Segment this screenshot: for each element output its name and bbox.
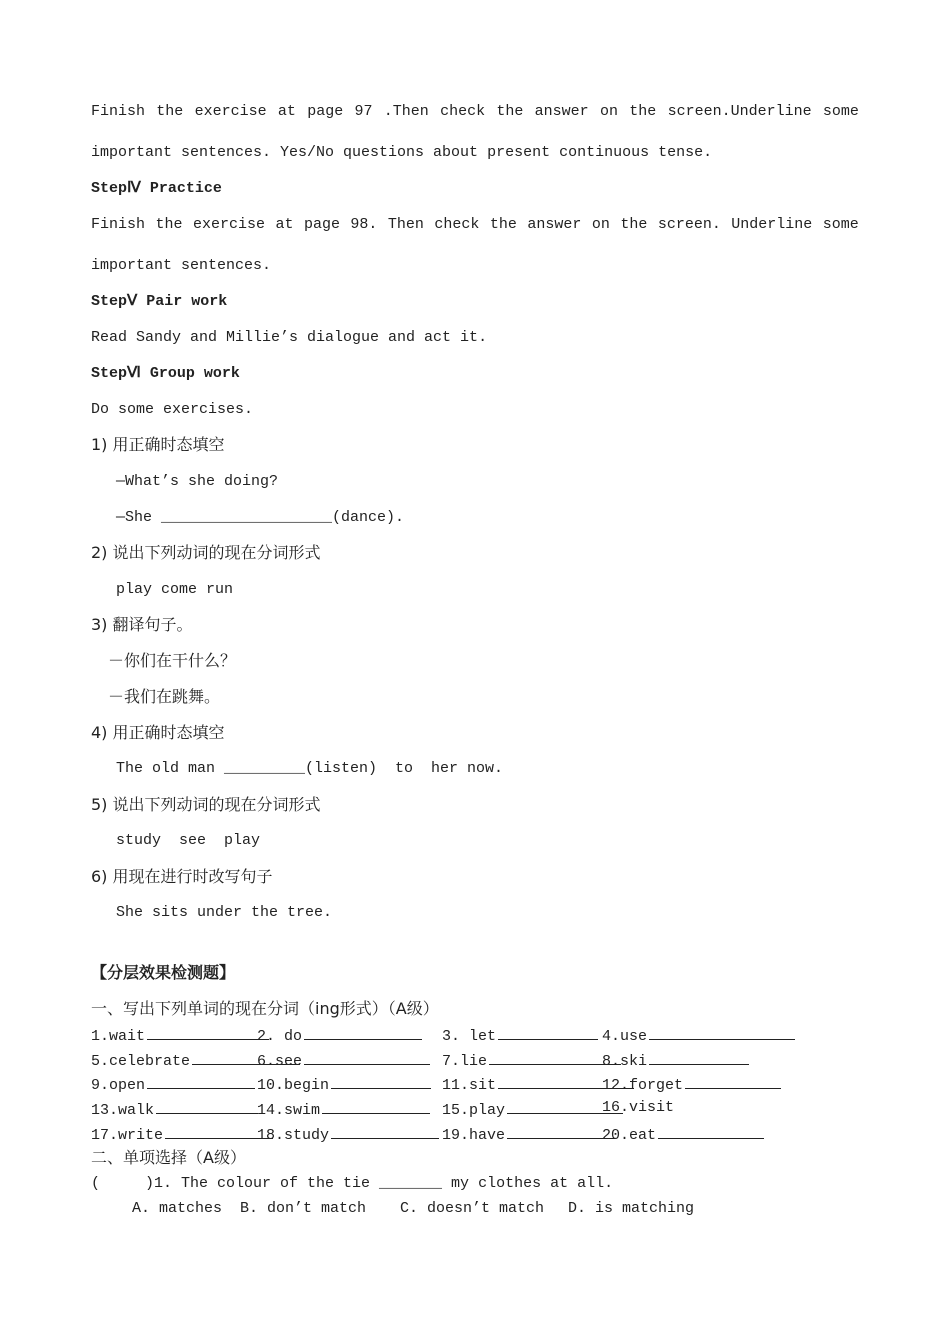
step3-line1-word: page: [307, 103, 344, 120]
word-item: [442, 1099, 623, 1119]
word-item-label: 10.begin: [257, 1077, 330, 1095]
exercise-1-answer: [116, 508, 404, 528]
word-item-label: 17.write: [91, 1126, 164, 1144]
step3-line1: [91, 102, 859, 122]
word-item: [257, 1099, 430, 1119]
exercise-5-words: study see play: [116, 832, 261, 849]
exercise-4-title: 4) 用正确时态填空: [91, 723, 225, 742]
answer-blank[interactable]: [304, 1050, 430, 1065]
step4-line1-word: Underline: [731, 216, 813, 233]
question-1: ( )1. The colour of the tie _______ my clothes at all.: [91, 1175, 614, 1192]
word-item-label: 1.wait: [91, 1028, 146, 1045]
step4-line1-word: Finish: [91, 216, 146, 233]
word-grid-row: [91, 1025, 771, 1045]
exercise-2-words: play come run: [116, 581, 234, 598]
step3-line1-word: some: [822, 103, 859, 120]
word-item: [257, 1074, 431, 1094]
word-item-label: 5.celebrate: [91, 1052, 191, 1070]
exercise-5-title: 5) 说出下列动词的现在分词形式: [91, 795, 321, 814]
step3-line1-word: at: [277, 103, 296, 120]
answer-blank[interactable]: [649, 1025, 795, 1040]
step3-line1-word: the: [156, 103, 184, 120]
answer-blank[interactable]: [685, 1074, 781, 1089]
answer-blank[interactable]: [147, 1074, 255, 1089]
word-item: [91, 1124, 273, 1144]
step4-line1-word: 98.: [350, 216, 378, 233]
word-item-label: 3. let: [442, 1028, 497, 1045]
step4-line1-word: Then: [387, 216, 424, 233]
word-item-label: 6.see: [257, 1052, 303, 1070]
step3-line1-word: the: [496, 103, 524, 120]
answer-blank[interactable]: [649, 1050, 749, 1065]
answer-blank[interactable]: [304, 1025, 422, 1040]
exercise-2-title: 2) 说出下列动词的现在分词形式: [91, 543, 321, 562]
exercise-1-title: 1) 用正确时态填空: [91, 435, 225, 454]
word-item: [602, 1025, 795, 1045]
step6-heading: StepⅥ Group work: [91, 365, 240, 382]
question-1-option: B. don’t match: [240, 1200, 367, 1217]
word-item-label: 11.sit: [442, 1077, 497, 1095]
step3-line1-word: the: [629, 103, 657, 120]
word-grid-row: [91, 1074, 771, 1094]
step4-line1-word: screen.: [657, 216, 721, 233]
step3-line1-word: Finish: [91, 103, 146, 120]
word-item-label: 14.swim: [257, 1102, 321, 1120]
word-item: [91, 1099, 258, 1119]
answer-blank[interactable]: [331, 1124, 439, 1139]
word-item: [442, 1050, 621, 1070]
word-item: [602, 1050, 749, 1070]
step4-heading: StepⅣ Practice: [91, 180, 222, 197]
step3-line1-word: on: [599, 103, 618, 120]
step5-text: Read Sandy and Millie’s dialogue and act it.: [91, 329, 488, 346]
word-item: [602, 1074, 781, 1094]
step4-line1-word: check: [434, 216, 480, 233]
exercise-3-sentence-2: －我们在跳舞。: [108, 687, 221, 706]
test-part1-title: 一、写出下列单词的现在分词（ing形式）（A级）: [91, 999, 439, 1018]
word-item-label: 16.visit: [602, 1099, 675, 1117]
answer-blank[interactable]: [658, 1124, 764, 1139]
step3-line1-word: answer: [534, 103, 589, 120]
word-grid-row: [91, 1124, 771, 1144]
exercise-6-text: She sits under the tree.: [116, 904, 333, 921]
step3-line1-word: .Then: [383, 103, 429, 120]
step4-line1-word: on: [591, 216, 610, 233]
word-item-label: 7.lie: [442, 1052, 488, 1070]
exercise-3-title: 3) 翻译句子。: [91, 615, 193, 634]
exercise-1-answer-blank: ___________________: [161, 509, 333, 526]
step4-line1-word: answer: [527, 216, 582, 233]
step5-heading: StepⅤ Pair work: [91, 293, 228, 310]
step4-line1-word: at: [275, 216, 294, 233]
question-1-option: A. matches: [132, 1200, 223, 1217]
question-1-option: C. doesn’t match: [400, 1200, 545, 1217]
step3-line1-word: 97: [354, 103, 373, 120]
answer-blank[interactable]: [507, 1124, 615, 1139]
word-grid-row: [91, 1099, 771, 1119]
step4-line1-word: some: [822, 216, 859, 233]
question-1-options: [0, 1199, 950, 1219]
word-item-label: 9.open: [91, 1077, 146, 1095]
word-item: [91, 1025, 269, 1045]
question-1-option: D. is matching: [568, 1200, 695, 1217]
word-item-label: 4.use: [602, 1028, 648, 1045]
step3-line1-word: screen.Underline: [667, 103, 812, 120]
word-item: [257, 1025, 422, 1045]
word-item: [442, 1025, 598, 1045]
word-item-label: 19.have: [442, 1126, 506, 1144]
exercise-1-answer-suffix: (dance).: [332, 509, 405, 526]
step4-line1-word: exercise: [192, 216, 265, 233]
exercise-1-answer-prefix: —She: [116, 509, 162, 526]
word-item: [91, 1074, 255, 1094]
step4-line1-word: the: [489, 216, 517, 233]
exercise-6-title: 6) 用现在进行时改写句子: [91, 867, 273, 886]
answer-blank[interactable]: [322, 1099, 430, 1114]
step6-text: Do some exercises.: [91, 401, 254, 418]
test-part2-title: 二、单项选择（A级）: [91, 1148, 246, 1167]
word-grid-row: [91, 1050, 771, 1070]
answer-blank[interactable]: [147, 1025, 269, 1040]
exercise-3-sentence-1: －你们在干什么？: [108, 651, 237, 670]
word-item: [602, 1124, 764, 1144]
step4-line1-word: page: [303, 216, 340, 233]
word-item: [257, 1124, 439, 1144]
word-item-label: 18.study: [257, 1126, 330, 1144]
word-item-label: 8.ski: [602, 1052, 648, 1070]
step4-line1-word: the: [155, 216, 183, 233]
word-item: [602, 1099, 674, 1116]
word-item: [257, 1050, 430, 1070]
test-heading: 【分层效果检测题】: [91, 963, 236, 982]
exercise-4-text: The old man _________(listen) to her now.: [116, 760, 504, 777]
answer-blank[interactable]: [498, 1025, 598, 1040]
word-item-label: 12.forget: [602, 1077, 684, 1095]
answer-blank[interactable]: [331, 1074, 431, 1089]
exercise-1-question: —What’s she doing?: [116, 473, 279, 490]
word-item: [442, 1124, 615, 1144]
step3-line2: important sentences. Yes/No questions about present continuous tense.: [91, 144, 713, 161]
word-item-label: 15.play: [442, 1102, 506, 1120]
step3-line1-word: exercise: [194, 103, 267, 120]
word-item-label: 2. do: [257, 1028, 303, 1045]
step4-line1: [91, 215, 859, 235]
step4-line2: important sentences.: [91, 257, 272, 274]
word-item-label: 20.eat: [602, 1126, 657, 1144]
step3-line1-word: check: [440, 103, 486, 120]
step4-line1-word: the: [620, 216, 648, 233]
word-item-label: 13.walk: [91, 1102, 155, 1120]
answer-blank[interactable]: [156, 1099, 258, 1114]
